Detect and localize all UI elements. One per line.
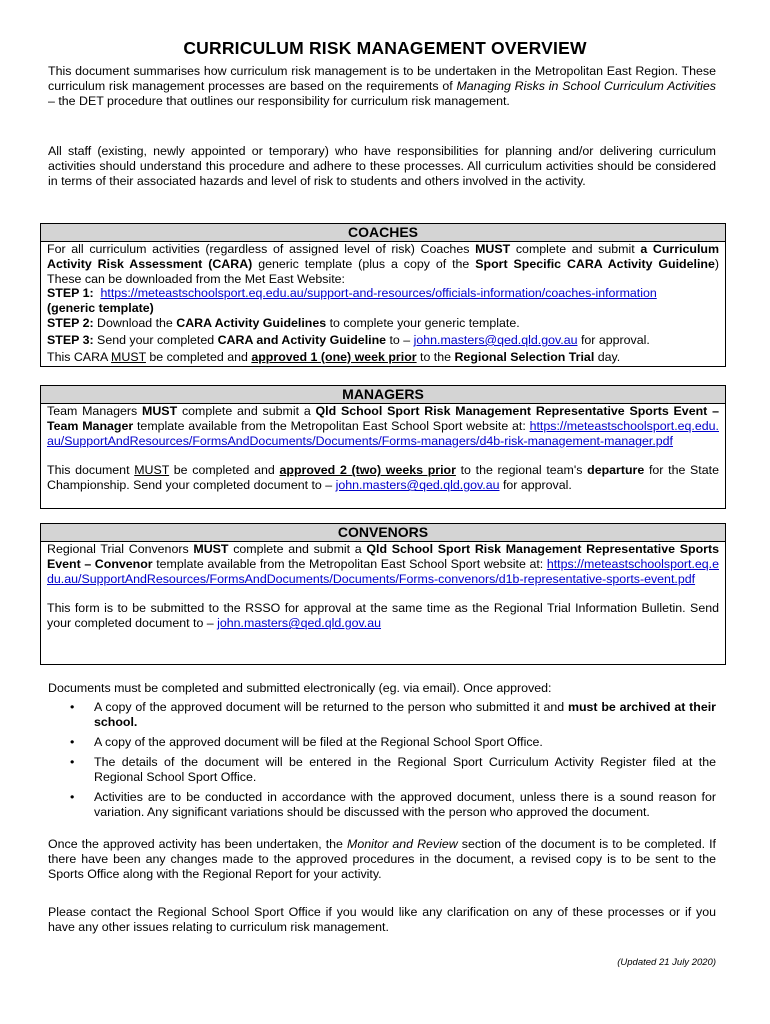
must-emphasis: MUST <box>134 463 170 478</box>
section-name: Monitor and Review <box>347 837 458 851</box>
step-2 <box>47 316 719 331</box>
approval-list <box>48 700 716 825</box>
bullet-icon: • <box>70 755 75 769</box>
text: A copy of the approved document will be returned to the person who submitted it and <box>94 700 568 714</box>
text: to complete your generic template. <box>326 315 520 330</box>
text: to the regional team's <box>455 463 588 478</box>
step-3 <box>47 333 719 348</box>
text: Activities are to be conducted in accordance with the approved document, unless there is a sound reason for variation. Any significant variations should be discussed with the person who approved the document. <box>94 790 716 819</box>
guideline-name: Sport Specific CARA Activity Guideline <box>475 256 715 271</box>
text: ) These can be downloaded from the Met East Website: <box>47 256 720 286</box>
procedure-name: Managing Risks in School Curriculum Activities <box>456 79 716 93</box>
text: For all curriculum activities (regardless of assigned level of risk) Coaches <box>47 242 476 256</box>
generic-template-note: (generic template) <box>47 301 154 316</box>
cara-guideline-name: CARA and Activity Guideline <box>217 332 387 347</box>
text: for the State Championship. Send your completed document to – <box>47 463 719 493</box>
text: be completed and <box>169 463 280 478</box>
list-item <box>48 700 716 730</box>
step-label: STEP 3: <box>47 332 94 347</box>
text: section of the document is to be completed. If there have been any changes made to the approved procedures in the document, a revised copy is to be sent to the Sports Office along with the Regional Report for your activity. <box>48 837 716 881</box>
updated-date: (Updated 21 July 2020) <box>617 957 716 968</box>
bullet-icon: • <box>70 735 75 749</box>
convenors-intro <box>47 542 719 586</box>
page-title: CURRICULUM RISK MANAGEMENT OVERVIEW <box>183 38 587 58</box>
managers-heading: MANAGERS <box>41 386 725 404</box>
coaches-heading: COACHES <box>41 224 725 242</box>
text: Team Managers <box>47 404 143 418</box>
coaches-intro <box>47 242 719 286</box>
managers-deadline <box>47 463 719 493</box>
template-name: Qld School Sport Risk Management Representative Sports Event – Team Manager <box>47 404 719 433</box>
bullet-icon: • <box>70 700 75 714</box>
intro-text: This document summarises how curriculum risk management is to be undertaken in the Metropolitan East Region. These curriculum risk management processes are based on the requirements of <box>48 64 716 93</box>
text: This form is to be submitted to the RSSO for approval at the same time as the Regional Trial Information Bulletin. Send your completed document to – <box>47 601 719 631</box>
text: Regional Trial Convenors <box>47 542 194 556</box>
list-item <box>48 755 716 785</box>
template-name: Qld School Sport Risk Management Representative Sports Event – Convenor <box>47 542 719 571</box>
event-name: Regional Selection Trial <box>454 349 595 364</box>
text: Send your completed <box>93 332 218 347</box>
text: Download the <box>93 315 177 330</box>
text: A copy of the approved document will be filed at the Regional School Sport Office. <box>94 735 543 749</box>
text: to the <box>416 349 455 364</box>
coaches-box <box>40 223 726 367</box>
must-emphasis: MUST <box>142 404 178 418</box>
intro-paragraph-2: All staff (existing, newly appointed or temporary) who have responsibilities for planning and/or delivering curriculum activities should understand this procedure and adhere to these processes. All curriculum activities should be considered in terms of their associated hazards and level of risk to students and others involved in the activity. <box>48 144 716 188</box>
text: complete and submit a <box>177 404 316 418</box>
spacer <box>47 448 719 463</box>
documents-intro: Documents must be completed and submitted electronically (eg. via email). Once approved: <box>48 681 552 695</box>
coaches-body <box>41 242 725 364</box>
must-emphasis: MUST <box>111 349 146 364</box>
monitor-review-paragraph <box>48 837 716 882</box>
archive-emphasis: must be archived at their school. <box>94 700 716 729</box>
coaches-information-link[interactable]: https://meteastschoolsport.eq.edu.au/support-and-resources/officials-information/coaches-information <box>100 286 657 301</box>
departure-emphasis: departure <box>587 463 645 478</box>
managers-body <box>41 404 725 493</box>
convenors-box <box>40 523 726 665</box>
deadline-emphasis: approved 1 (one) week prior <box>251 349 417 364</box>
managers-intro <box>47 404 719 448</box>
contact-paragraph: Please contact the Regional School Sport Office if you would like any clarification on any of these processes or if you have any other issues relating to curriculum risk management. <box>48 905 716 934</box>
text: be completed and <box>145 349 252 364</box>
cara-name: a Curriculum Activity Risk Assessment (CARA) <box>47 242 719 271</box>
text: complete and submit <box>510 242 641 256</box>
text: day. <box>594 349 621 364</box>
must-emphasis: MUST <box>475 242 511 256</box>
intro-text-end: – the DET procedure that outlines our responsibility for curriculum risk management. <box>48 94 510 108</box>
convenors-template-link[interactable]: https://meteastschoolsport.eq.edu.au/SupportAndResources/FormsAndDocuments/Documents/Forms-convenors/d1b-representative-sports-event.pdf <box>47 556 719 586</box>
coaches-deadline <box>47 350 719 365</box>
convenors-heading: CONVENORS <box>41 524 725 542</box>
text: for approval. <box>577 332 650 347</box>
email-link[interactable]: john.masters@qed.qld.gov.au <box>217 616 382 631</box>
email-link[interactable]: john.masters@qed.qld.gov.au <box>335 478 500 493</box>
intro-paragraph-1 <box>48 64 716 109</box>
convenors-body <box>41 542 725 631</box>
text: complete and submit a <box>228 542 367 556</box>
text: template available from the Metropolitan East School Sport website at: <box>152 556 547 571</box>
list-item <box>48 735 716 750</box>
text: This CARA <box>47 349 112 364</box>
text: to – <box>386 332 414 347</box>
managers-template-link[interactable]: https://meteastschoolsport.eq.edu.au/SupportAndResources/FormsAndDocuments/Documents/Forms-managers/d4b-risk-management-manager.pdf <box>47 418 719 448</box>
email-link[interactable]: john.masters@qed.qld.gov.au <box>413 332 578 347</box>
text: generic template (plus a copy of the <box>252 256 476 271</box>
step-label: STEP 2: <box>47 315 94 330</box>
bullet-icon: • <box>70 790 75 804</box>
text: template available from the Metropolitan East School Sport website at: <box>133 418 530 433</box>
list-item <box>48 790 716 820</box>
managers-box <box>40 385 726 509</box>
must-emphasis: MUST <box>193 542 229 556</box>
step-label: STEP 1: <box>47 286 94 301</box>
step-1 <box>47 286 719 316</box>
spacer <box>47 586 719 601</box>
text: Once the approved activity has been undertaken, the <box>48 837 347 851</box>
text: for approval. <box>499 478 572 493</box>
text: This document <box>47 463 135 478</box>
text: The details of the document will be entered in the Regional Sport Curriculum Activity Register filed at the Regional School Sport Office. <box>94 755 716 784</box>
deadline-emphasis: approved 2 (two) weeks prior <box>279 463 456 478</box>
guidelines-name: CARA Activity Guidelines <box>176 315 327 330</box>
convenors-submission <box>47 601 719 631</box>
